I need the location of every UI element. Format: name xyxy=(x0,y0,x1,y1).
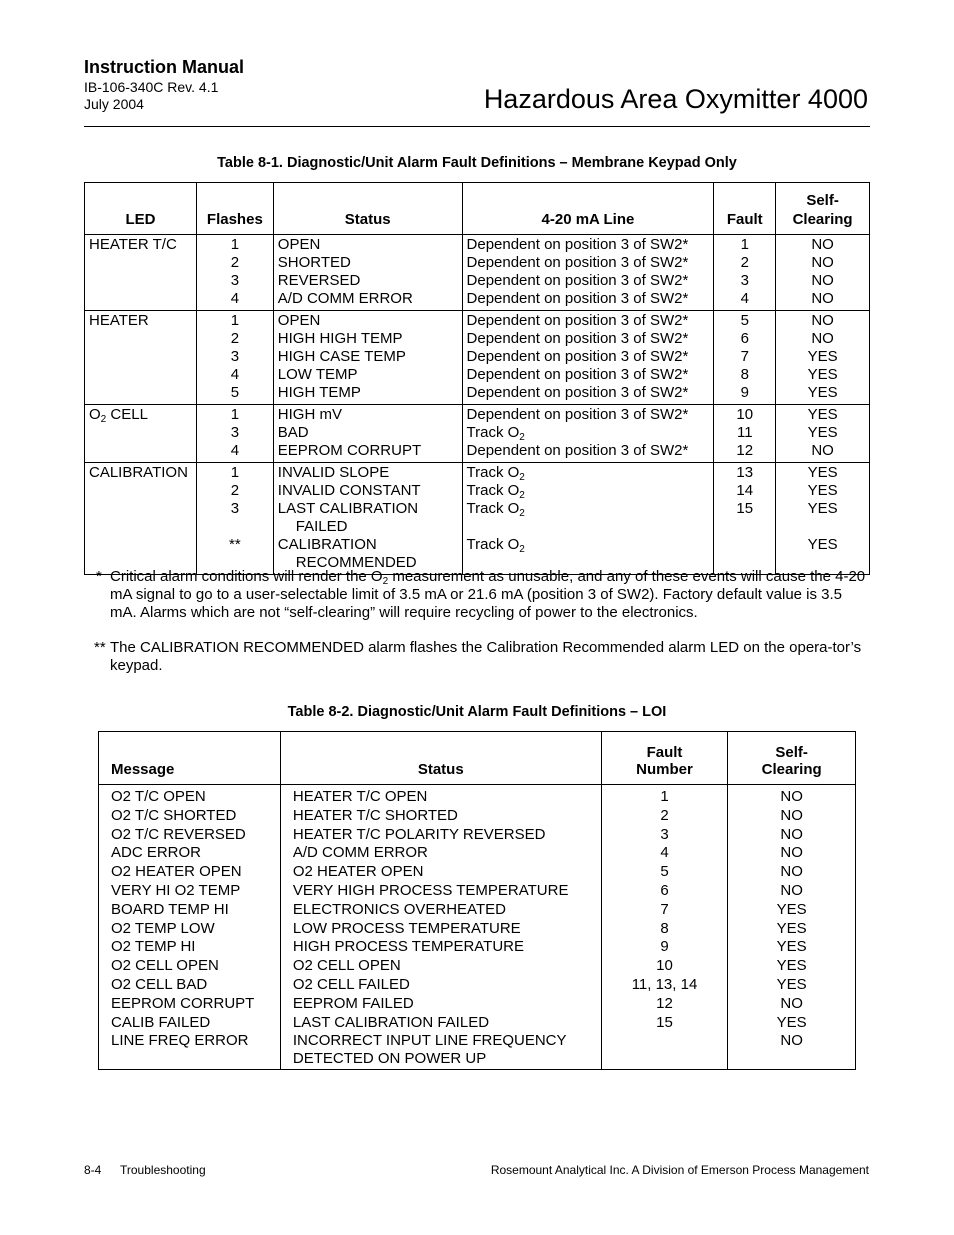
fault-number: 12 xyxy=(656,994,673,1012)
table-row xyxy=(99,863,856,882)
self-clearing: NO xyxy=(811,254,834,271)
fault-number: 1 xyxy=(660,788,669,805)
self-clearing: YES xyxy=(807,406,838,423)
fault-number: 8 xyxy=(660,919,669,937)
fault-number: 6 xyxy=(740,330,749,347)
table-row xyxy=(99,995,856,1014)
self-clearing: YES xyxy=(776,938,807,956)
table2-caption: Table 8-2. Diagnostic/Unit Alarm Fault Definitions – LOI xyxy=(287,704,667,720)
fault-number: 2 xyxy=(740,254,749,271)
flash-count: 1 xyxy=(230,406,240,423)
flash-count: 1 xyxy=(230,312,240,329)
self-clearing: NO xyxy=(811,272,834,289)
table-row xyxy=(85,405,870,463)
table-row xyxy=(85,311,870,405)
status-text: HEATER T/C SHORTED xyxy=(292,806,458,824)
self-clearing: NO xyxy=(811,312,834,329)
self-clearing: NO xyxy=(780,788,803,805)
line-text: Dependent on position 3 of SW2* xyxy=(466,312,689,329)
header-rule xyxy=(84,126,870,127)
status-text: HEATER T/C POLARITY REVERSED xyxy=(292,825,546,843)
self-clearing: NO xyxy=(811,236,834,253)
message-text: O2 CELL BAD xyxy=(111,975,208,993)
status-text: HEATER T/C OPEN xyxy=(292,788,428,805)
status-text: INCORRECT INPUT LINE FREQUENCY xyxy=(292,1032,567,1050)
line-text: Track $O_2$ xyxy=(466,536,525,555)
status-text: HIGH CASE TEMP xyxy=(277,348,406,365)
fault-number: 2 xyxy=(660,806,669,824)
flash-count: 3 xyxy=(230,424,240,441)
fault-number: 7 xyxy=(740,348,749,365)
fault-number: 11 xyxy=(736,424,753,441)
doc-number: IB-106-340C Rev. 4.1 xyxy=(84,79,219,95)
fault-number: 15 xyxy=(656,1013,673,1031)
fault-number: 9 xyxy=(660,938,669,956)
status-text: VERY HIGH PROCESS TEMPERATURE xyxy=(292,881,569,899)
status-text: EEPROM FAILED xyxy=(292,994,414,1012)
col-self-clearing: Self- Clearing xyxy=(776,183,870,235)
status-text: OPEN xyxy=(277,312,321,329)
flash-count: 4 xyxy=(230,366,240,383)
line-text: Dependent on position 3 of SW2* xyxy=(466,290,689,307)
message-text: LINE FREQ ERROR xyxy=(111,1032,249,1050)
led-name: CALIBRATION xyxy=(89,464,188,481)
self-clearing: YES xyxy=(776,1013,807,1031)
table-row xyxy=(99,807,856,826)
col-status: Status xyxy=(280,732,601,785)
status-text: SHORTED xyxy=(277,254,351,271)
led-name: HEATER T/C xyxy=(89,236,177,253)
table-row xyxy=(99,957,856,976)
col-fault-number: Fault Number xyxy=(601,732,728,785)
flash-count: 3 xyxy=(230,348,240,365)
fault-number: 5 xyxy=(740,312,749,329)
self-clearing: YES xyxy=(807,482,838,499)
self-clearing: NO xyxy=(780,806,803,824)
line-text: Dependent on position 3 of SW2* xyxy=(466,330,689,347)
status-text: HIGH PROCESS TEMPERATURE xyxy=(292,938,525,956)
footer-section: Troubleshooting xyxy=(120,1163,206,1177)
status-text: HIGH TEMP xyxy=(277,384,361,401)
table-row xyxy=(85,235,870,311)
col-fault: Fault xyxy=(714,183,776,235)
status-text: LOW TEMP xyxy=(277,366,358,383)
table-row xyxy=(99,901,856,920)
flash-count: 3 xyxy=(230,272,240,289)
self-clearing: YES xyxy=(807,366,838,383)
col-line: 4-20 mA Line xyxy=(462,183,714,235)
table-row xyxy=(99,1014,856,1033)
self-clearing: YES xyxy=(807,424,838,441)
line-text: Track $O_2$ xyxy=(466,424,525,443)
table-row xyxy=(85,463,870,575)
table1-keypad-faults xyxy=(84,182,870,575)
flash-count: 1 xyxy=(230,464,240,481)
message-text: O2 CELL OPEN xyxy=(111,957,219,975)
manual-label: Instruction Manual xyxy=(84,57,245,77)
fault-number: 3 xyxy=(740,272,749,289)
line-text: Dependent on position 3 of SW2* xyxy=(466,254,689,271)
status-text: HIGH HIGH TEMP xyxy=(277,330,403,347)
table2-header-row xyxy=(99,732,856,785)
col-flashes: Flashes xyxy=(196,183,273,235)
table-row xyxy=(99,882,856,901)
fault-number xyxy=(602,1032,728,1050)
fault-number: 13 xyxy=(736,464,754,481)
flash-count: 1 xyxy=(230,236,240,253)
status-text: ELECTRONICS OVERHEATED xyxy=(292,900,506,918)
footnote-calibration: ** The CALIBRATION RECOMMENDED alarm flashes the Calibration Recommended alarm LED on the opera-tor’s keypad. xyxy=(94,639,862,674)
table-row xyxy=(99,1032,856,1070)
self-clearing: YES xyxy=(807,464,838,481)
status-text: A/D COMM ERROR xyxy=(277,290,413,307)
status-text: LAST CALIBRATION FAILED xyxy=(292,1013,490,1031)
message-text: BOARD TEMP HI xyxy=(111,900,229,918)
status-text: O2 CELL FAILED xyxy=(292,975,410,993)
line-text: Track $O_2$ xyxy=(466,464,525,483)
led-name: $O_2$ CELL xyxy=(89,406,148,425)
footer-company: Rosemount Analytical Inc. A Division of Emerson Process Management xyxy=(490,1163,869,1177)
self-clearing: YES xyxy=(807,536,838,553)
fault-number: 12 xyxy=(736,442,754,459)
status-text: LOW PROCESS TEMPERATURE xyxy=(292,919,521,937)
message-text: O2 TEMP LOW xyxy=(111,919,215,937)
self-clearing: YES xyxy=(776,900,807,918)
message-text: O2 T/C REVERSED xyxy=(111,825,246,843)
status-text: HIGH mV xyxy=(277,406,342,423)
self-clearing: NO xyxy=(811,442,834,459)
line-text: Dependent on position 3 of SW2* xyxy=(466,442,689,459)
status-text: EEPROM CORRUPT xyxy=(277,442,422,459)
col-led: LED xyxy=(85,183,197,235)
self-clearing: NO xyxy=(780,844,803,862)
message-text: CALIB FAILED xyxy=(111,1013,211,1031)
status-text: LAST CALIBRATION xyxy=(277,500,419,517)
fault-number: 10 xyxy=(736,406,754,423)
col-status: Status xyxy=(273,183,462,235)
status-text: CALIBRATION xyxy=(277,536,377,553)
table-row xyxy=(99,844,856,863)
table2-loi-faults xyxy=(98,731,856,1070)
table-row xyxy=(99,826,856,845)
line-text: Dependent on position 3 of SW2* xyxy=(466,236,689,253)
line-text: Track $O_2$ xyxy=(466,500,525,519)
fault-number: 1 xyxy=(740,236,749,253)
line-text: Dependent on position 3 of SW2* xyxy=(466,406,689,423)
footer-page-number: 8-4 xyxy=(84,1163,102,1177)
status-text: A/D COMM ERROR xyxy=(292,844,428,862)
fault-number: 6 xyxy=(660,881,669,899)
flash-count: 2 xyxy=(230,254,240,271)
message-text: O2 HEATER OPEN xyxy=(111,863,242,881)
self-clearing: NO xyxy=(780,1032,803,1050)
flash-count: 4 xyxy=(230,442,240,459)
status-text: REVERSED xyxy=(277,272,361,289)
table-row xyxy=(99,938,856,957)
col-self-clearing: Self- Clearing xyxy=(728,732,856,785)
self-clearing: YES xyxy=(807,384,838,401)
fault-number: 9 xyxy=(740,384,749,401)
message-text: O2 TEMP HI xyxy=(111,938,196,956)
status-text: INVALID CONSTANT xyxy=(277,482,421,499)
line-text: Dependent on position 3 of SW2* xyxy=(466,348,689,365)
table1-header-row xyxy=(85,183,870,235)
self-clearing: NO xyxy=(780,863,803,881)
col-message: Message xyxy=(99,732,281,785)
table-row xyxy=(99,785,856,807)
flash-count: 5 xyxy=(230,384,240,401)
status-text: RECOMMENDED xyxy=(295,554,417,571)
fault-number: 4 xyxy=(740,290,749,307)
line-text: Dependent on position 3 of SW2* xyxy=(466,272,689,289)
led-name: HEATER xyxy=(89,312,149,329)
status-text: OPEN xyxy=(277,236,321,253)
page-title: Hazardous Area Oxymitter 4000 xyxy=(483,84,868,114)
table-row xyxy=(99,976,856,995)
fault-number: 8 xyxy=(740,366,749,383)
fault-number: 14 xyxy=(736,482,754,499)
message-text: O2 T/C OPEN xyxy=(111,788,206,805)
fault-number: 15 xyxy=(736,500,754,517)
self-clearing: YES xyxy=(776,975,807,993)
table1-caption: Table 8-1. Diagnostic/Unit Alarm Fault Definitions – Membrane Keypad Only xyxy=(217,155,737,171)
self-clearing: NO xyxy=(780,994,803,1012)
doc-date: July 2004 xyxy=(84,96,144,112)
status-text: FAILED xyxy=(295,518,348,535)
message-text: O2 T/C SHORTED xyxy=(111,806,237,824)
self-clearing: NO xyxy=(780,881,803,899)
self-clearing: YES xyxy=(776,957,807,975)
flash-count: 4 xyxy=(230,290,240,307)
line-text: Track $O_2$ xyxy=(466,482,525,501)
self-clearing: YES xyxy=(807,500,838,517)
flash-count: ** xyxy=(229,536,241,553)
table-row xyxy=(99,920,856,939)
self-clearing: YES xyxy=(776,919,807,937)
flash-count xyxy=(197,518,273,536)
footnote-critical: * Critical alarm conditions will render the $O_2$ measurement as unusable, and any of these events will cause the 4-20 mA signal to go to a user-selectable limit of 3.5 mA or 21.6 mA (position 3 of SW2). Factory default value is 3.5 mA. Alarms which are not “self-clearing” will require recycling of power to the electronics. xyxy=(96,568,866,621)
message-text: ADC ERROR xyxy=(111,844,202,862)
line-text: Dependent on position 3 of SW2* xyxy=(466,384,689,401)
fault-number: 10 xyxy=(656,957,673,975)
self-clearing: YES xyxy=(807,348,838,365)
flash-count: 3 xyxy=(230,500,240,517)
self-clearing: NO xyxy=(811,290,834,307)
fault-number: 4 xyxy=(660,844,669,862)
fault-number: 7 xyxy=(660,900,669,918)
status-text: DETECTED ON POWER UP xyxy=(292,1050,487,1068)
status-text: O2 HEATER OPEN xyxy=(292,863,424,881)
flash-count: 2 xyxy=(230,482,240,499)
flash-count: 2 xyxy=(230,330,240,347)
fault-number: 11, 13, 14 xyxy=(631,975,698,993)
message-text: VERY HI O2 TEMP xyxy=(111,881,241,899)
fault-number: 5 xyxy=(660,863,669,881)
message-text: EEPROM CORRUPT xyxy=(111,994,255,1012)
self-clearing: NO xyxy=(811,330,834,347)
status-text: INVALID SLOPE xyxy=(277,464,390,481)
status-text: BAD xyxy=(277,424,309,441)
fault-number: 3 xyxy=(660,825,669,843)
self-clearing: NO xyxy=(780,825,803,843)
line-text: Dependent on position 3 of SW2* xyxy=(466,366,689,383)
status-text: O2 CELL OPEN xyxy=(292,957,401,975)
